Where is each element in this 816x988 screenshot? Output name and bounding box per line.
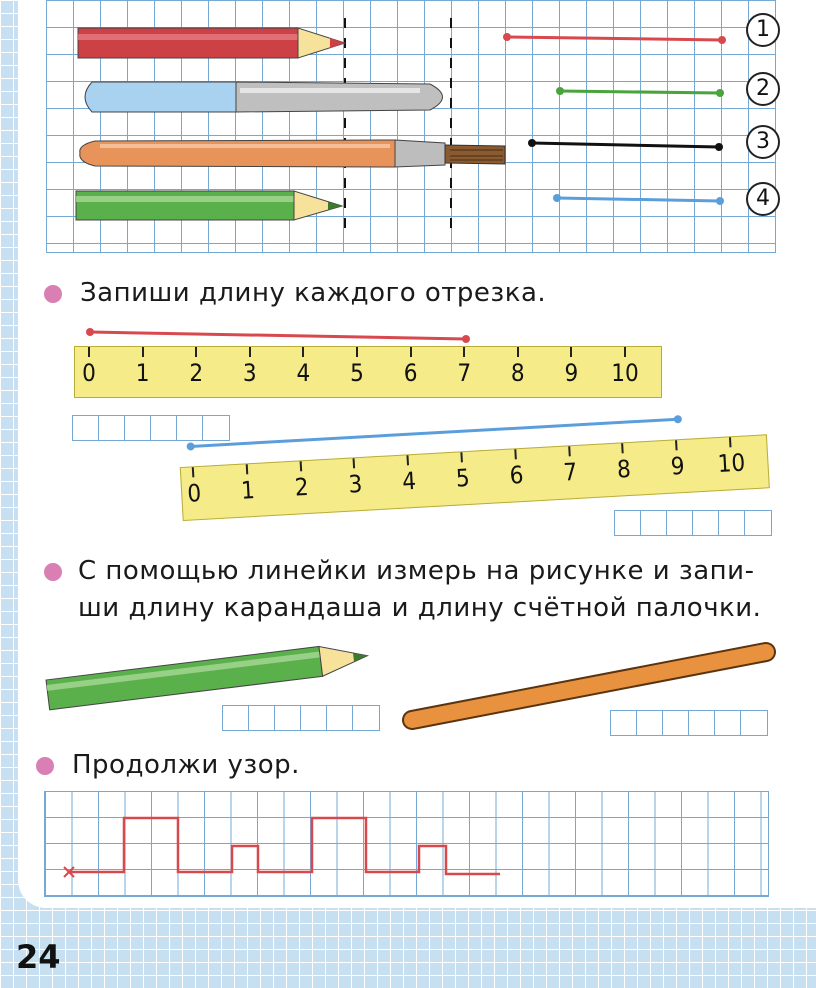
ruler2-number-5: 5 — [455, 463, 471, 493]
ruler1-tick-2 — [195, 347, 197, 357]
ruler2-segment-start — [186, 442, 194, 450]
ruler2-tick-0 — [192, 467, 195, 477]
ruler2-tick-3 — [353, 458, 356, 468]
ruler2-number-10: 10 — [716, 448, 746, 479]
green-pencil-tilted — [46, 641, 369, 710]
ruler1-tick-6 — [410, 347, 412, 357]
ruler1-tick-5 — [356, 347, 358, 357]
ruler2-number-3: 3 — [347, 469, 364, 499]
task2-text-line1: С помощью линейки измерь на рисунке и запи- — [78, 556, 755, 586]
ruler2-tick-4 — [407, 455, 410, 465]
grey-pen — [85, 82, 443, 112]
task3-bullet — [36, 757, 54, 775]
ruler2-number-4: 4 — [401, 466, 417, 496]
ruler1-number-4: 4 — [296, 359, 311, 387]
pattern-illustration — [0, 780, 816, 910]
segment-label-2: 2 — [746, 72, 780, 106]
ruler1-number-0: 0 — [82, 359, 96, 387]
ruler1-tick-9 — [570, 347, 572, 357]
top-illustration — [0, 0, 816, 260]
ruler2-segment-end — [674, 415, 682, 423]
segment-label-1: 1 — [746, 13, 780, 47]
segment-3 — [528, 139, 723, 151]
pencil-answer-boxes[interactable] — [222, 705, 380, 731]
red-pencil — [78, 28, 345, 58]
ruler1-number-2: 2 — [189, 359, 204, 387]
ruler2-number-2: 2 — [294, 472, 310, 502]
page-number: 24 — [16, 938, 61, 976]
ruler2-tick-2 — [299, 461, 302, 471]
ruler2-number-9: 9 — [670, 451, 686, 481]
ruler-1 — [74, 346, 662, 398]
pattern-line — [70, 818, 500, 874]
ruler1-tick-4 — [302, 347, 304, 357]
ruler1-tick-7 — [463, 347, 465, 357]
ruler1-tick-3 — [249, 347, 251, 357]
ruler1-red-segment — [90, 332, 466, 339]
ruler1-tick-8 — [517, 347, 519, 357]
ruler2-tick-10 — [729, 437, 732, 447]
ruler2-tick-5 — [460, 452, 463, 462]
ruler2-tick-6 — [514, 449, 517, 459]
segment-label-4: 4 — [746, 182, 780, 216]
ruler1-number-9: 9 — [564, 359, 579, 387]
ruler2-number-6: 6 — [508, 460, 525, 490]
ruler2-answer-boxes[interactable] — [614, 510, 772, 536]
task3-text: Продолжи узор. — [72, 750, 300, 780]
ruler1-number-7: 7 — [457, 359, 472, 387]
segment-1 — [503, 33, 726, 44]
ruler2-number-7: 7 — [562, 457, 578, 487]
task1-bullet — [44, 285, 62, 303]
ruler1-tick-1 — [142, 347, 144, 357]
green-pencil-top — [76, 191, 342, 220]
paint-brush — [80, 140, 505, 167]
ruler1-number-1: 1 — [135, 359, 150, 387]
ruler1-segment-end — [462, 335, 470, 343]
ruler2-tick-7 — [568, 446, 571, 456]
task1-text: Запиши длину каждого отрезка. — [80, 278, 547, 308]
task2-text-line2: ши длину карандаша и длину счётной палочки. — [78, 593, 762, 623]
ruler1-segment-start — [86, 328, 94, 336]
segment-4 — [553, 194, 724, 205]
segment-label-3: 3 — [746, 125, 780, 159]
task2-bullet — [44, 563, 62, 581]
ruler2-tick-1 — [246, 464, 249, 474]
ruler1-number-8: 8 — [510, 359, 525, 387]
ruler2-number-8: 8 — [616, 454, 632, 484]
ruler2-number-1: 1 — [240, 475, 256, 505]
ruler1-tick-10 — [624, 347, 626, 357]
ruler1-number-6: 6 — [403, 359, 418, 387]
ruler1-number-5: 5 — [350, 359, 364, 387]
ruler1-tick-0 — [88, 347, 90, 357]
segment-2 — [556, 87, 724, 97]
ruler1-number-10: 10 — [611, 359, 639, 387]
stick-answer-boxes[interactable] — [610, 710, 768, 736]
ruler2-tick-8 — [622, 443, 625, 453]
ruler2-number-0: 0 — [186, 478, 202, 508]
ruler2-tick-9 — [675, 440, 678, 450]
ruler1-number-3: 3 — [242, 359, 257, 387]
